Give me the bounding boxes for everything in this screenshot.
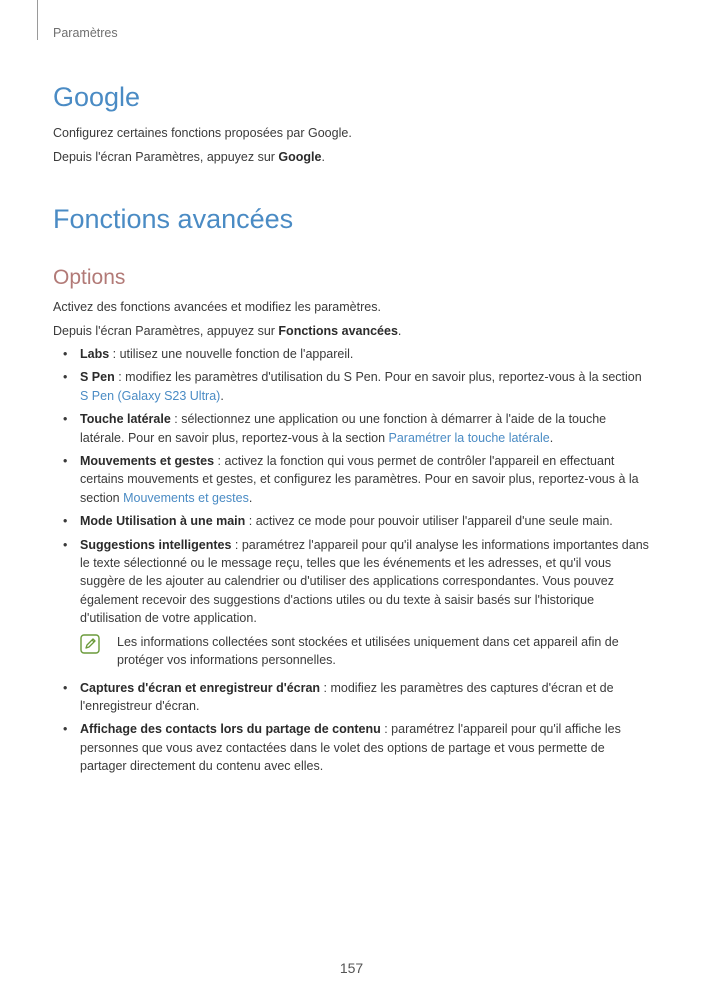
google-path: Depuis l'écran Paramètres, appuyez sur Google. xyxy=(53,150,325,164)
list-item-suggestions: • Suggestions intelligentes : paramétrez l'appareil pour qu'il analyse les informations importantes dans le texte sélectionné ou le message reçu, telles que les événements et les adresses, et qu'il vous suggère de les ajouter au calendrier ou d'utiliser des applications correspondantes. Vous pouvez également recevoir des suggestions d'actions utiles ou du texte à saisir basés sur l'historique d'utilisation de votre application. xyxy=(63,537,649,626)
note-pencil-icon xyxy=(80,634,100,654)
list-item-screenshots: • Captures d'écran et enregistreur d'écran : modifiez les paramètres des captures d'écran et de l'enregistreur d'écran. xyxy=(63,680,614,713)
advanced-path-bold: Fonctions avancées xyxy=(278,324,398,338)
note-text: Les informations collectées sont stockées et utilisées uniquement dans cet appareil afin de protéger vos informations personnelles. xyxy=(117,634,619,668)
spen-link[interactable]: S Pen (Galaxy S23 Ultra) xyxy=(80,388,221,403)
advanced-title: Fonctions avancées xyxy=(53,204,294,234)
advanced-description: Activez des fonctions avancées et modifiez les paramètres. xyxy=(53,300,381,314)
section-tag: Paramètres xyxy=(53,26,118,40)
page-number: 157 xyxy=(339,960,364,976)
list-item-sharing: • Affichage des contacts lors du partage de contenu : paramétrez l'appareil pour qu'il affiche les personnes que vous avez contactées dans le volet des options de partage et vous permette de partager directement du contenu avec elles. xyxy=(63,722,621,774)
list-item-side-key: • Touche latérale : sélectionnez une application ou une fonction à démarrer à l'aide de la touche latérale. Pour en savoir plus, reportez-vous à la section Paramétrer la touche latérale. xyxy=(63,412,607,445)
google-title: Google xyxy=(53,82,141,112)
google-path-bold: Google xyxy=(278,150,322,164)
side-key-link[interactable]: Paramétrer la touche latérale xyxy=(388,430,550,445)
motions-link[interactable]: Mouvements et gestes xyxy=(123,490,249,505)
header-rule xyxy=(37,0,38,40)
options-heading: Options xyxy=(53,266,126,289)
list-item-labs: • Labs : utilisez une nouvelle fonction de l'appareil. xyxy=(63,347,354,361)
privacy-note xyxy=(80,633,653,670)
options-list xyxy=(53,345,653,781)
list-item-one-hand: • Mode Utilisation à une main : activez ce mode pour pouvoir utiliser l'appareil d'une seule main. xyxy=(63,514,613,529)
google-description: Configurez certaines fonctions proposées par Google. xyxy=(53,126,352,140)
list-item-motions: • Mouvements et gestes : activez la fonction qui vous permet de contrôler l'appareil en effectuant certains mouvements et gestes, et configurez les paramètres. Pour en savoir plus, reportez-vous à la section Mouvements et gestes. xyxy=(63,454,639,505)
advanced-path: Depuis l'écran Paramètres, appuyez sur Fonctions avancées. xyxy=(53,324,402,338)
list-item-spen: • S Pen : modifiez les paramètres d'utilisation du S Pen. Pour en savoir plus, reportez-vous à la section S Pen (Galaxy S23 Ultra). xyxy=(63,370,642,403)
